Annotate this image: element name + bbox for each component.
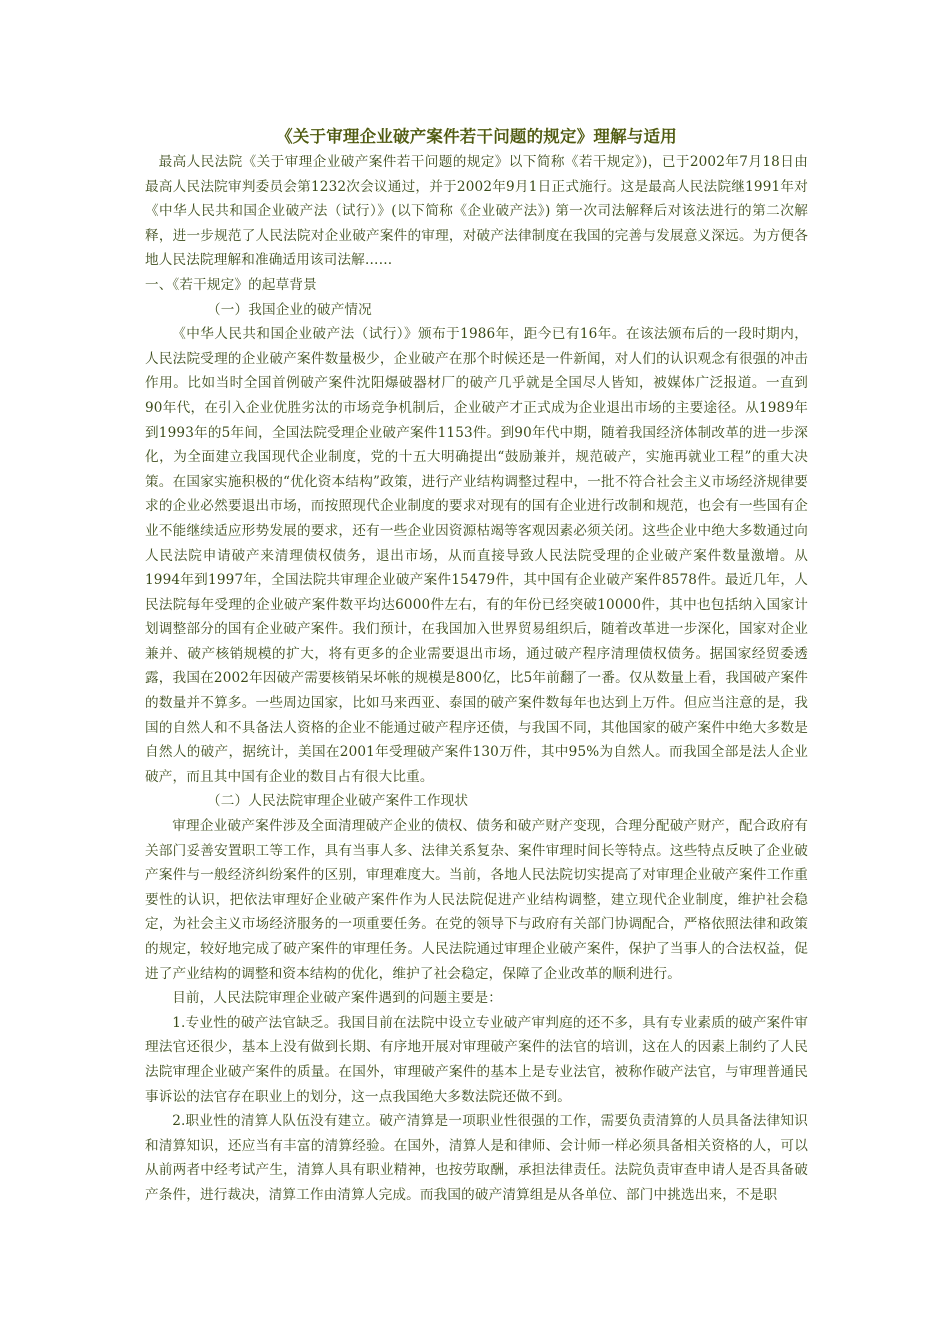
intro-paragraph: 最高人民法院《关于审理企业破产案件若干问题的规定》以下简称《若干规定》)，已于2002年7月18日由最高人民法院审判委员会第1232次会议通过，并于2002年9月1日正式施行。这是最高人民法院继1991年对《中华人民共和国企业破产法（试行）》(以下简称《企业破产法》) 第一次司法解释后对该法进行的第二次解释，进一步规范了人民法院对企业破产案件的审理，对破产法律制度在我国的完善与发展意义深远。为方便各地人民法院理解和准确适用该司法解…… [145, 154, 808, 269]
subsection-heading-2: （二）人民法院审理企业破产案件工作现状 [207, 793, 469, 810]
paragraph-problem-2: 2.职业性的清算人队伍没有建立。破产清算是一项职业性很强的工作，需要负责清算的人员具备法律知识和清算知识，还应当有丰富的清算经验。在国外，清算人是和律师、会计师一样必须具备相关资格的人，可以从前两者中经考试产生，清算人具有职业精神，也按劳取酬，承担法律责任。法院负责审查申请人是否具备破产条件，进行裁决，清算工作由清算人完成。而我国的破产清算组是从各单位、部门中挑选出来，不是职 [145, 1113, 808, 1203]
paragraph-court-status: 审理企业破产案件涉及全面清理破产企业的债权、债务和破产财产变现，合理分配破产财产，配合政府有关部门妥善安置职工等工作，具有当事人多、法律关系复杂、案件审理时间长等特点。这些特点反映了企业破产案件与一般经济纠纷案件的区别，审理难度大。当前，各地人民法院切实提高了对审理企业破产案件工作重要性的认识，把依法审理好企业破产案件作为人民法院促进产业结构调整，建立现代企业制度，维护社会稳定，为社会主义市场经济服务的一项重要任务。在党的领导下与政府有关部门协调配合，严格依照法律和政策的规定，较好地完成了破产案件的审理任务。人民法院通过审理企业破产案件，保护了当事人的合法权益，促进了产业结构的调整和资本结构的优化，维护了社会稳定，保障了企业改革的顺利进行。 [145, 818, 808, 982]
paragraph-problem-1: 1.专业性的破产法官缺乏。我国目前在法院中设立专业破产审判庭的还不多，具有专业素质的破产案件审理法官还很少，基本上没有做到长期、有序地开展对审理破产案件的法官的培训，这在人的因素上制约了人民法院审理企业破产案件的质量。在国外，审理破产案件的基本上是专业法官，被称作破产法官，与审理普通民事诉讼的法官存在职业上的划分，这一点我国绝大多数法院还做不到。 [145, 1014, 808, 1105]
document-body [145, 124, 808, 1208]
paragraph-bankruptcy-situation: 《中华人民共和国企业破产法（试行）》颁布于1986年，距今已有16年。在该法颁布后的一段时期内，人民法院受理的企业破产案件数量极少，企业破产在那个时候还是一件新闻，对人们的认识观念有很强的冲击作用。比如当时全国首例破产案件沈阳爆破器材厂的破产几乎就是全国尽人皆知，被媒体广泛报道。一直到90年代，在引入企业优胜劣汰的市场竞争机制后，企业破产才正式成为企业退出市场的主要途径。从1989年到1993年的5年间，全国法院受理企业破产案件1153件。到90年代中期，随着我国经济体制改革的进一步深化，为全面建立我国现代企业制度，党的十五大明确提出“鼓励兼并，规范破产，实施再就业工程”的重大决策。在国家实施积极的“优化资本结构”政策，进行产业结构调整过程中，一批不符合社会主义市场经济规律要求的企业必然要退出市场，而按照现代企业制度的要求对现有的国有企业进行改制和规范，也会有一些国有企业不能继续适应形势发展的要求，还有一些企业因资源枯竭等客观因素必须关闭。这些企业中绝大多数通过向人民法院申请破产来清理债权债务，退出市场，从而直接导致人民法院受理的企业破产案件数量激增。从1994年到1997年，全国法院共审理企业破产案件15479件，其中国有企业破产案件8578件。最近几年，人民法院每年受理的企业破产案件数平均达6000件左右，有的年份已经突破10000件，其中也包括纳入国家计划调整部分的国有企业破产案件。我们预计，在我国加入世界贸易组织后，随着改革进一步深化，国家对企业兼并、破产核销规模的扩大，将有更多的企业需要退出市场，通过破产程序清理债权债务。据国家经贸委透露，我国在2002年因破产需要核销呆坏帐的规模是800亿，比5年前翻了一番。仅从数量上看，我国破产案件的数量并不算多。一些周边国家，比如马来西亚、泰国的破产案件数每年也达到上万件。但应当注意的是，我国的自然人和不具备法人资格的企业不能通过破产程序还债，与我国不同，其他国家的破产案件中绝大多数是自然人的破产，据统计，美国在2001年受理破产案件130万件，其中95%为自然人。而我国全部是法人企业破产，而且其中国有企业的数目占有很大比重。 [145, 326, 808, 785]
paragraph-problems-intro: 目前，人民法院审理企业破产案件遇到的问题主要是： [172, 990, 503, 1007]
section-heading-1: 一、《若干规定》的起草背景 [145, 276, 317, 293]
subsection-heading-1: （一）我国企业的破产情况 [207, 301, 372, 318]
document-title: 《关于审理企业破产案件若干问题的规定》理解与适用 [276, 127, 677, 146]
